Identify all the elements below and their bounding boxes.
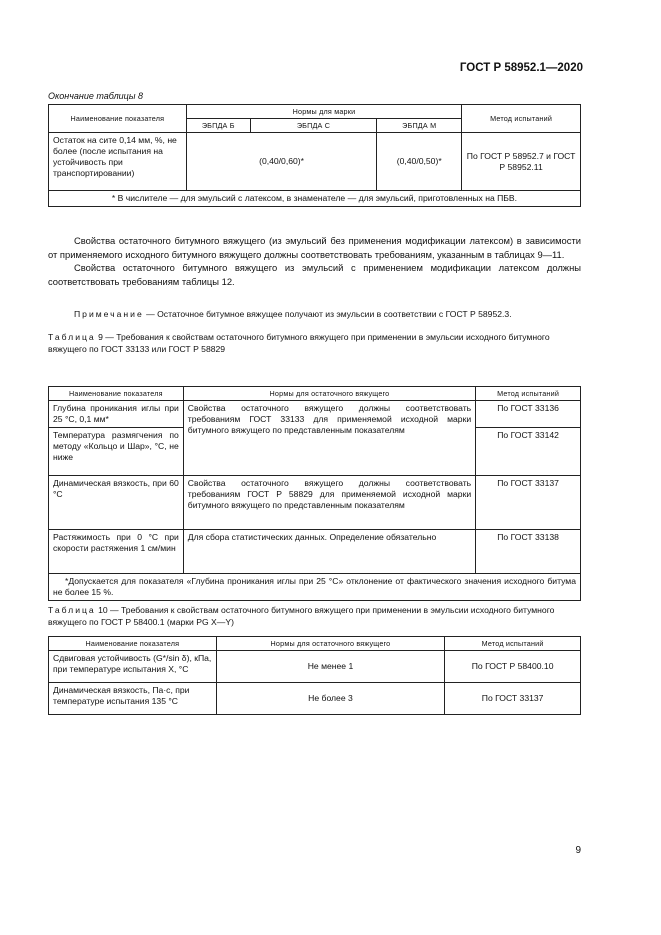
method-cell: По ГОСТ 33136 <box>476 401 581 428</box>
caption-label: Таблица <box>48 605 96 615</box>
table-8 <box>48 104 581 207</box>
table-footnote: * В числителе — для эмульсий с латексом, в знаменателе — для эмульсий, приготовленных на ПБВ. <box>49 191 581 207</box>
column-header-method: Метод испытаний <box>462 105 581 133</box>
row-name: Температура размягчения по методу «Кольцо и Шар», °С, не ниже <box>49 428 184 476</box>
row-name: Глубина проникания иглы при 25 °С, 0,1 мм* <box>49 401 184 428</box>
paragraph: Свойства остаточного битумного вяжущего (из эмульсий без применения модификации латексом) в зависимости от применяемого исходного битумного вяжущего должны соответствовать требованиям, указанным в таблицах 9—11. <box>48 235 581 260</box>
row-name: Остаток на сите 0,14 мм, %, не более (после испытания на устойчивость при транспортировании) <box>49 133 187 191</box>
column-header-method: Метод испытаний <box>476 387 581 401</box>
note-label: Примечание <box>74 309 144 319</box>
method-cell: По ГОСТ 33142 <box>476 428 581 476</box>
row-name: Растяжимость при 0 °С при скорости растяжения 1 см/мин <box>49 530 184 574</box>
method-cell: По ГОСТ Р 58952.7 и ГОСТ Р 58952.11 <box>462 133 581 191</box>
norm-cell: Для сбора статистических данных. Определение обязательно <box>183 530 475 574</box>
method-cell: По ГОСТ 33138 <box>476 530 581 574</box>
table-9 <box>48 386 581 601</box>
column-header-norms: Нормы для остаточного вяжущего <box>216 637 445 651</box>
method-cell: По ГОСТ Р 58400.10 <box>445 651 581 683</box>
value-cell: (0,40/0,50)* <box>377 133 462 191</box>
page-number: 9 <box>575 845 581 856</box>
column-header-name: Наименование показателя <box>49 637 217 651</box>
row-name: Динамическая вязкость, при 60 °С <box>49 476 184 530</box>
table-continuation-label: Окончание таблицы 8 <box>48 91 143 101</box>
norm-cell: Свойства остаточного вяжущего должны соответствовать требованиям ГОСТ 33133 для применяемой исходной марки битумного вяжущего по представленным показателям <box>183 401 475 476</box>
table-9-caption <box>48 331 581 355</box>
table-10-caption <box>48 604 581 628</box>
row-name: Динамическая вязкость, Па·с, при температуре испытания 135 °С <box>49 683 217 715</box>
column-header-norms: Нормы для остаточного вяжущего <box>183 387 475 401</box>
note <box>48 309 581 319</box>
paragraph: Свойства остаточного битумного вяжущего из эмульсий с применением модификации латексом должны соответствовать требованиям таблицы 12. <box>48 262 581 287</box>
note-text: — Остаточное битумное вяжущее получают из эмульсии в соответствии с ГОСТ Р 58952.3. <box>143 309 512 319</box>
grade-header: ЭБПДА Б <box>186 119 250 133</box>
caption-text: 9 — Требования к свойствам остаточного битумного вяжущего при применении в эмульсии исходного битумного вяжущего по ГОСТ 33133 или ГОСТ Р 58829 <box>48 332 550 354</box>
table-10 <box>48 636 581 715</box>
method-cell: По ГОСТ 33137 <box>445 683 581 715</box>
norm-cell: Не более 3 <box>216 683 445 715</box>
norm-cell: Свойства остаточного вяжущего должны соответствовать требованиям ГОСТ Р 58829 для применяемой исходной марки битумного вяжущего по представленным показателям <box>183 476 475 530</box>
column-header-method: Метод испытаний <box>445 637 581 651</box>
norm-cell: Не менее 1 <box>216 651 445 683</box>
caption-text: 10 — Требования к свойствам остаточного битумного вяжущего при применении в эмульсии исходного битумного вяжущего по ГОСТ Р 58400.1 (марки PG X—Y) <box>48 605 555 627</box>
column-header-name: Наименование показателя <box>49 387 184 401</box>
value-cell: (0,40/0,60)* <box>186 133 376 191</box>
table-footnote: *Допускается для показателя «Глубина проникания иглы при 25 °С» отклонение от фактического значения исходного битума не более 15 %. <box>49 574 581 601</box>
caption-label: Таблица <box>48 332 96 342</box>
column-header-name: Наименование показателя <box>49 105 187 133</box>
method-cell: По ГОСТ 33137 <box>476 476 581 530</box>
document-code: ГОСТ Р 58952.1—2020 <box>459 62 583 74</box>
body-text <box>48 234 581 288</box>
grade-header: ЭБПДА М <box>377 119 462 133</box>
grade-header: ЭБПДА С <box>250 119 377 133</box>
column-header-norms: Нормы для марки <box>186 105 461 119</box>
row-name: Сдвиговая устойчивость (G*/sin δ), кПа, при температуре испытания X, °С <box>49 651 217 683</box>
